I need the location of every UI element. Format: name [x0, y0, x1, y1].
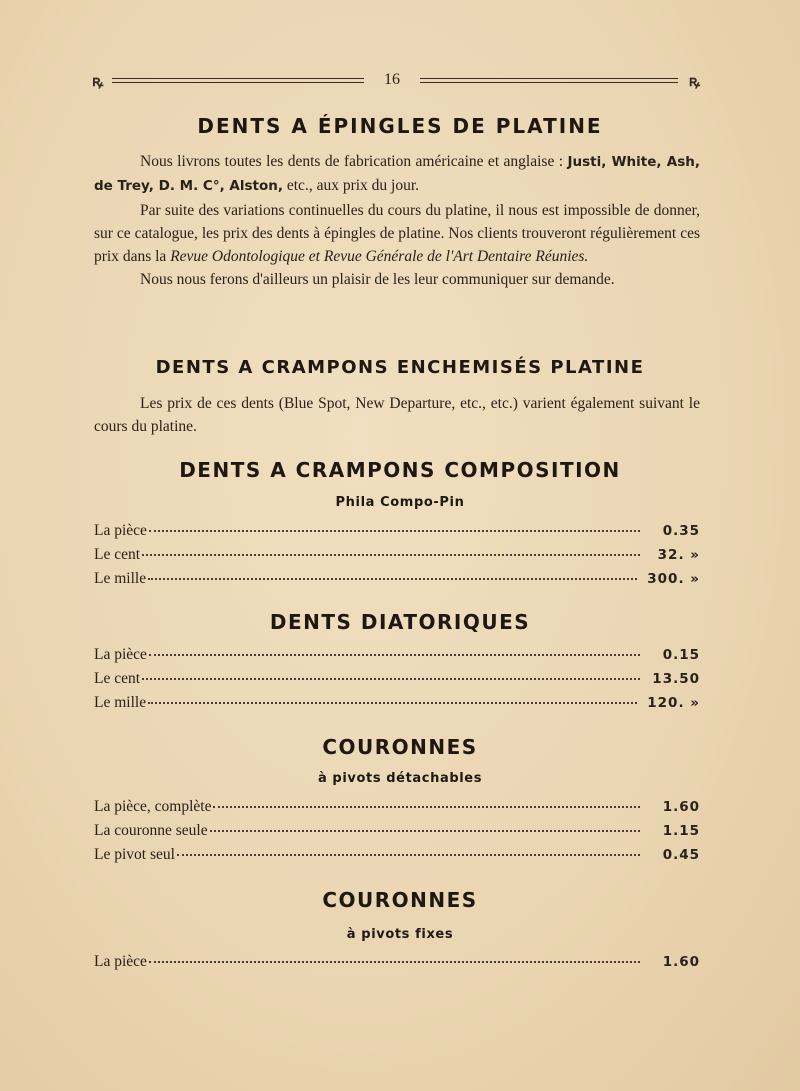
price-value: 120. » [647, 695, 700, 711]
price-label: Le cent [94, 670, 141, 687]
epingles-p1-text: Nous livrons toutes les dents de fabrication américaine et anglaise : [140, 153, 564, 170]
epingles-paragraph-1 [94, 150, 700, 199]
price-list-couronnes-fixes [94, 953, 700, 977]
header-rule-right [420, 78, 678, 83]
dot-leader [148, 701, 637, 704]
page-number: 16 [384, 71, 400, 88]
dot-leader [148, 577, 637, 580]
dot-leader [149, 960, 640, 963]
price-row [94, 953, 700, 977]
price-value: 1.15 [662, 823, 700, 839]
epingles-p1-tail: etc., aux prix du jour. [286, 177, 420, 195]
section-title-crampons-composition: DENTS A CRAMPONS COMPOSITION [179, 458, 621, 482]
price-label: Le mille [94, 570, 147, 587]
price-row [94, 546, 700, 570]
price-row [94, 570, 700, 594]
dot-leader [177, 853, 640, 856]
price-value: 0.35 [662, 523, 700, 539]
subtitle-phila-compo-pin: Phila Compo-Pin [335, 495, 465, 510]
dot-leader [142, 677, 640, 680]
section-title-diatoriques: DENTS DIATORIQUES [269, 610, 531, 634]
dot-leader [213, 805, 640, 808]
price-row [94, 670, 700, 694]
price-row [94, 846, 700, 870]
section-title-epingles: DENTS A ÉPINGLES DE PLATINE [197, 114, 603, 138]
price-label: Le mille [94, 694, 147, 711]
price-label: La pièce [94, 646, 147, 663]
dot-leader [149, 653, 640, 656]
crampons-platine-paragraph: Les prix de ces dents (Blue Spot, New Departure, etc., etc.) varient également suivant le cours du platine. [94, 395, 700, 436]
crampons-platine-text [94, 392, 700, 439]
dot-leader [142, 553, 640, 556]
price-row [94, 822, 700, 846]
ornament-left-icon: ꝶ [92, 72, 104, 90]
price-row [94, 646, 700, 670]
price-label: Le cent [94, 546, 141, 563]
dot-leader [210, 829, 640, 832]
price-label: La pièce [94, 522, 147, 539]
price-row [94, 798, 700, 822]
price-value: 300. » [647, 571, 700, 587]
price-label: La couronne seule [94, 822, 208, 839]
dot-leader [149, 529, 640, 532]
journal-reference: Revue Odontologique et Revue Générale de l'Art Dentaire Réunies. [170, 248, 589, 266]
price-label: La pièce, complète [94, 798, 212, 815]
price-value: 13.50 [652, 671, 700, 687]
price-list-diatoriques [94, 646, 700, 718]
epingles-p2-text: Par suite des variations continuelles du cours du platine, il nous est impossible de donner, sur ce catalogue, les prix des dents à épingles de platine. Nos clients trouveront régulièrement ces prix dans la [94, 201, 700, 266]
section-title-couronnes-fixes: COURONNES [322, 888, 478, 912]
price-label: La pièce [94, 953, 147, 970]
section-title-crampons-platine: DENTS A CRAMPONS ENCHEMISÉS PLATINE [155, 357, 645, 378]
price-value: 0.15 [662, 647, 700, 663]
section-title-couronnes-detachables: COURONNES [322, 735, 478, 759]
ornament-right-icon: ꝶ [688, 72, 700, 90]
price-row [94, 694, 700, 718]
price-value: 1.60 [662, 954, 700, 970]
epingles-brands: Justi, White, Ash, de Trey, D. M. C°, Alston, [94, 154, 700, 195]
epingles-paragraph-3: Nous nous ferons d'ailleurs un plaisir de les leur communiquer sur demande. [140, 271, 615, 289]
subtitle-pivots-detachables: à pivots détachables [317, 771, 483, 786]
price-list-composition [94, 522, 700, 594]
price-value: 1.60 [662, 799, 700, 815]
price-value: 32. » [657, 547, 700, 563]
price-list-couronnes-detachables [94, 798, 700, 870]
price-row [94, 522, 700, 546]
price-label: Le pivot seul [94, 846, 175, 863]
page-header-rule [92, 72, 700, 92]
epingles-text [94, 150, 700, 292]
price-value: 0.45 [662, 847, 700, 863]
epingles-paragraph-2 [94, 199, 700, 269]
header-rule-left [112, 78, 364, 83]
subtitle-pivots-fixes: à pivots fixes [346, 927, 454, 942]
